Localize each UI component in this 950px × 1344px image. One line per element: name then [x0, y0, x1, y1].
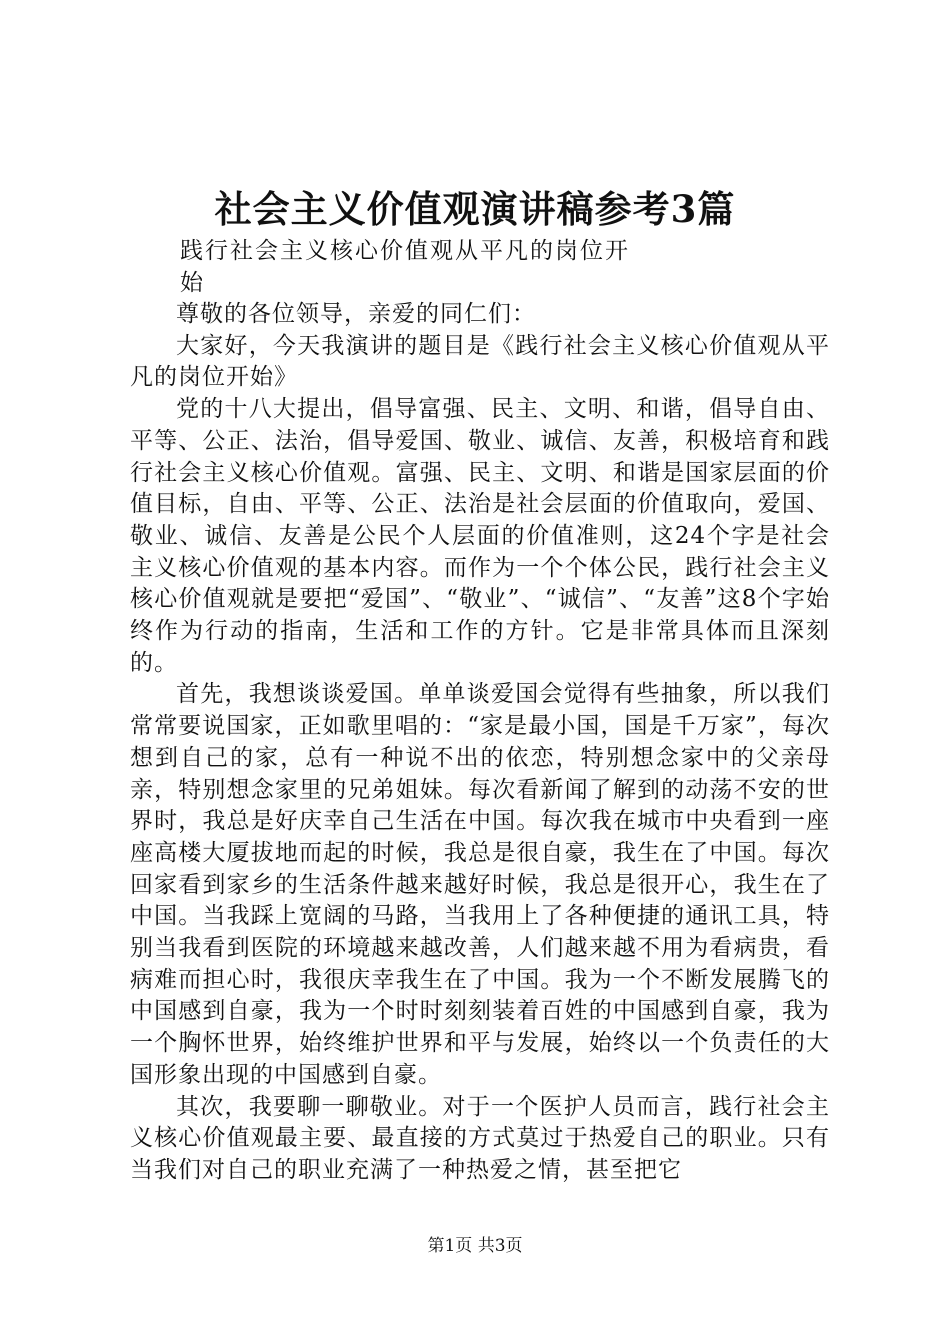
body-paragraph: 尊敬的各位领导，亲爱的同仁们：	[176, 301, 536, 327]
document-subtitle: 践行社会主义核心价值观从平凡的岗位开始	[180, 238, 630, 296]
page-footer: 第1页 共3页	[427, 1236, 523, 1256]
document-title: 社会主义价值观演讲稿参考3篇	[214, 187, 736, 231]
body-paragraph: 其次，我要聊一聊敬业。对于一个医护人员而言，践行社会主义核心价值观最主要、最直接的方式莫过于热爱自己的职业。只有当我们对自己的职业充满了一种热爱之情，甚至把它	[130, 1093, 830, 1183]
body-paragraph: 大家好，今天我演讲的题目是《践行社会主义核心价值观从平凡的岗位开始》	[130, 332, 830, 391]
body-paragraph: 首先，我想谈谈爱国。单单谈爱国会觉得有些抽象，所以我们常常要说国家，正如歌里唱的：“家是最小国，国是千万家”，每次想到自己的家，总有一种说不出的依恋，特别想念家中的父亲母亲，特别想念家里的兄弟姐妹。每次看新闻了解到的动荡不安的世界时，我总是好庆幸自己生活在中国。每次我在城市中央看到一座座高楼大厦拔地而起的时候，我总是很自豪，我生在了中国。每次回家看到家乡的生活条件越来越好时候，我总是很开心，我生在了中国。当我踩上宽阔的马路，当我用上了各种便捷的通讯工具，特别当我看到医院的环境越来越改善，人们越来越不用为看病贵，看病难而担心时，我很庆幸我生在了中国。我为一个不断发展腾飞的中国感到自豪，我为一个时时刻刻装着百姓的中国感到自豪，我为一个胸怀世界，始终维护世界和平与发展，始终以一个负责任的大国形象出现的中国感到自豪。	[130, 681, 830, 1088]
body-paragraph: 党的十八大提出，倡导富强、民主、文明、和谐，倡导自由、平等、公正、法治，倡导爱国、敬业、诚信、友善，积极培育和践行社会主义核心价值观。富强、民主、文明、和谐是国家层面的价值目标，自由、平等、公正、法治是社会层面的价值取向，爱国、敬业、诚信、友善是公民个人层面的价值准则，这24个字是社会主义核心价值观的基本内容。而作为一个个体公民，践行社会主义核心价值观就是要把“爱国”、“敬业”、“诚信”、“友善”这8个字始终作为行动的指南，生活和工作的方针。它是非常具体而且深刻的。	[130, 396, 830, 676]
document-body	[130, 299, 830, 1187]
